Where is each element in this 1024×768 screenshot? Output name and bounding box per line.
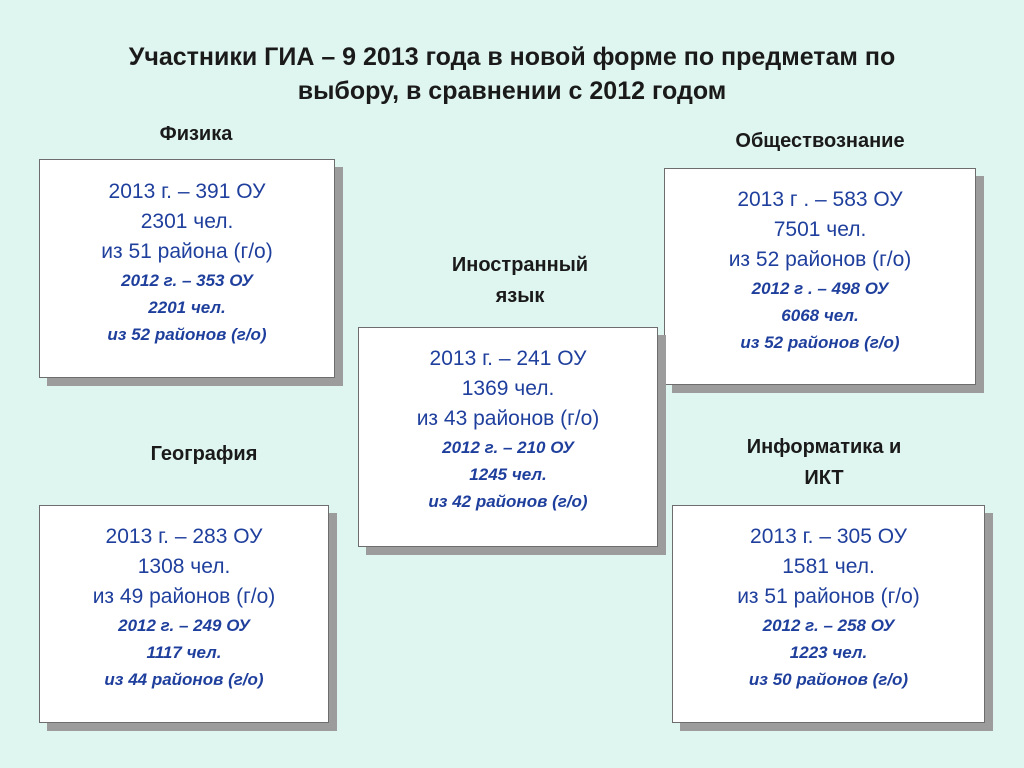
card-foreign-language (358, 327, 658, 547)
card-informatics-2012: 2012 г. – 258 ОУ 1223 чел. из 50 районов (г/о) (748, 616, 909, 689)
card-social-studies-2013: 2013 г . – 583 ОУ 7501 чел. из 52 районов (г/о) (728, 188, 912, 271)
card-social-studies (664, 168, 976, 385)
slide-title-line-1: Участники ГИА – 9 2013 года в новой форме по предметам по (128, 43, 896, 71)
card-geography-2012: 2012 г. – 249 ОУ 1117 чел. из 44 районов (г/о) (104, 616, 264, 689)
subject-label-informatics: Информатика и ИКТ (746, 436, 902, 489)
subject-label-physics: Физика (159, 123, 233, 145)
card-physics-2012: 2012 г. – 353 ОУ 2201 чел. из 52 районов (г/о) (107, 271, 267, 344)
subject-label-foreign-language: Иностранный язык (451, 254, 589, 307)
card-geography (39, 505, 329, 723)
slide-title-line-2: выбору, в сравнении с 2012 годом (297, 77, 727, 105)
card-geography-2013: 2013 г. – 283 ОУ 1308 чел. из 49 районов (г/о) (92, 525, 276, 608)
card-foreign-language-2012: 2012 г. – 210 ОУ 1245 чел. из 42 районов (г/о) (428, 438, 588, 511)
subject-label-social-studies: Обществознание (735, 130, 905, 152)
card-informatics-2013: 2013 г. – 305 ОУ 1581 чел. из 51 районов (г/о) (737, 525, 920, 608)
card-foreign-language-2013: 2013 г. – 241 ОУ 1369 чел. из 43 районов (г/о) (416, 347, 600, 430)
card-social-studies-2012: 2012 г . – 498 ОУ 6068 чел. из 52 районов (г/о) (740, 279, 900, 352)
card-physics (39, 159, 335, 378)
subject-label-geography: География (150, 443, 258, 465)
slide-title (20, 40, 1004, 108)
card-physics-2013: 2013 г. – 391 ОУ 2301 чел. из 51 района (г/о) (101, 180, 273, 263)
card-informatics (672, 505, 985, 723)
